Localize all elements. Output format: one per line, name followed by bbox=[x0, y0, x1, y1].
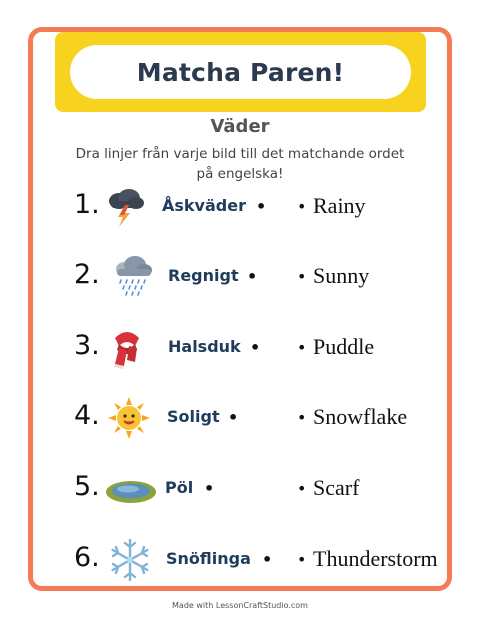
sun-icon bbox=[107, 396, 151, 440]
left-bullet[interactable]: • bbox=[262, 550, 273, 569]
item-number: 4. bbox=[74, 400, 100, 431]
footer-credit: Made with LessonCraftStudio.com bbox=[172, 601, 308, 610]
english-word: Snowflake bbox=[313, 404, 408, 429]
rain-cloud-icon bbox=[111, 255, 155, 299]
match-row-2 bbox=[0, 253, 480, 303]
item-number: 5. bbox=[74, 471, 100, 502]
right-bullet[interactable]: • bbox=[297, 338, 307, 357]
item-number: 6. bbox=[74, 542, 100, 573]
english-word: Rainy bbox=[313, 193, 366, 218]
snowflake-icon bbox=[108, 538, 152, 582]
page-title: Matcha Paren! bbox=[136, 57, 345, 87]
thunderstorm-icon bbox=[103, 185, 147, 229]
item-number: 1. bbox=[74, 189, 100, 220]
left-bullet[interactable]: • bbox=[256, 197, 267, 216]
scarf-icon bbox=[105, 326, 149, 370]
english-word: Sunny bbox=[313, 263, 370, 288]
match-row-6 bbox=[0, 536, 480, 586]
match-row-3 bbox=[0, 324, 480, 374]
match-row-5 bbox=[0, 465, 480, 515]
item-number: 3. bbox=[74, 330, 100, 361]
left-bullet[interactable]: • bbox=[250, 338, 261, 357]
left-bullet[interactable]: • bbox=[204, 479, 215, 498]
english-word: Scarf bbox=[313, 475, 360, 500]
match-row-1 bbox=[0, 183, 480, 233]
left-bullet[interactable]: • bbox=[247, 267, 258, 286]
instructions: Dra linjer från varje bild till det matchande ordet på engelska! bbox=[75, 146, 405, 182]
item-number: 2. bbox=[74, 259, 100, 290]
right-bullet[interactable]: • bbox=[297, 550, 307, 569]
puddle-icon bbox=[104, 467, 158, 511]
swedish-word: Soligt bbox=[167, 407, 220, 426]
swedish-word: Pöl bbox=[165, 478, 194, 497]
right-bullet[interactable]: • bbox=[297, 479, 307, 498]
right-bullet[interactable]: • bbox=[297, 408, 307, 427]
right-bullet[interactable]: • bbox=[297, 197, 307, 216]
right-bullet[interactable]: • bbox=[297, 267, 307, 286]
english-word: Thunderstorm bbox=[313, 546, 438, 571]
english-word: Puddle bbox=[313, 334, 375, 359]
subtitle: Väder bbox=[210, 116, 270, 137]
swedish-word: Snöflinga bbox=[166, 549, 251, 568]
swedish-word: Regnigt bbox=[168, 266, 239, 285]
title-pill bbox=[70, 45, 411, 99]
left-bullet[interactable]: • bbox=[228, 408, 239, 427]
swedish-word: Halsduk bbox=[168, 337, 241, 356]
match-row-4 bbox=[0, 394, 480, 444]
swedish-word: Åskväder bbox=[162, 196, 246, 215]
